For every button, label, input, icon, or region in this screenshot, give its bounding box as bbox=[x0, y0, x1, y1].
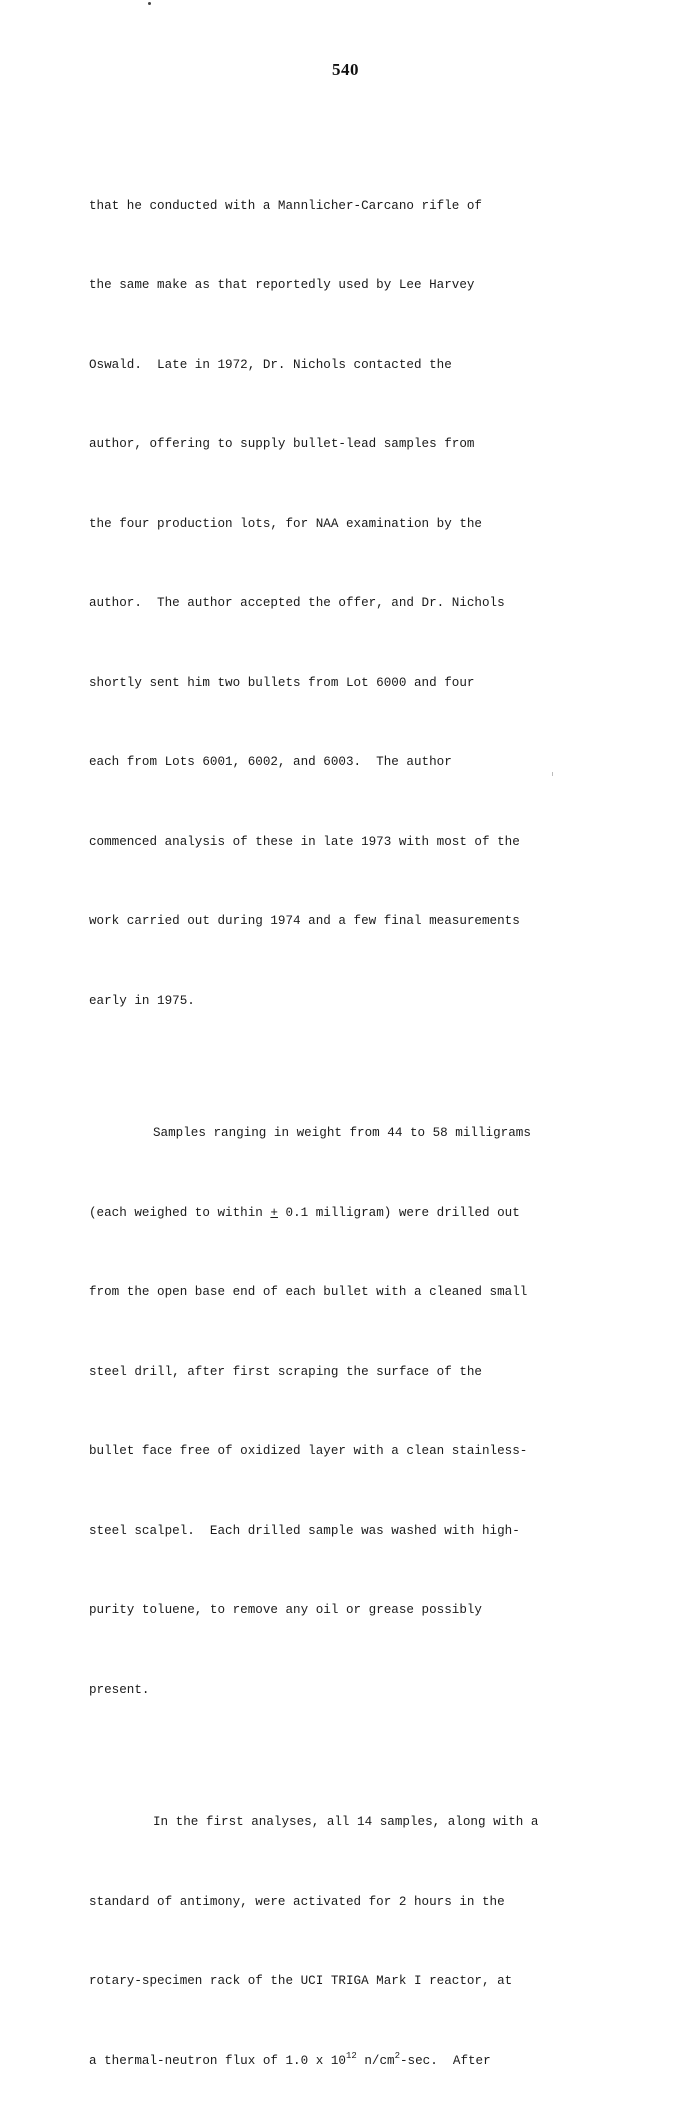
text-line: shortly sent him two bullets from Lot 6000 and four bbox=[89, 675, 475, 690]
exponent: 12 bbox=[345, 2050, 357, 2061]
text-line: author, offering to supply bullet-lead samples from bbox=[89, 437, 475, 451]
text-line: steel scalpel. Each drilled sample was washed with high- bbox=[89, 1523, 520, 1538]
text-line: commenced analysis of these in late 1973 with most of the bbox=[89, 834, 520, 849]
exponent: 2 bbox=[394, 2050, 400, 2061]
text-line: early in 1975. bbox=[89, 993, 195, 1008]
text-fragment: -sec. After bbox=[399, 2053, 491, 2068]
text-line: Oswald. Late in 1972, Dr. Nichols contacted the bbox=[89, 357, 452, 372]
scan-speck bbox=[148, 2, 151, 5]
text-line: the same make as that reportedly used by Lee Harvey bbox=[89, 278, 475, 292]
text-line: steel drill, after first scraping the surface of the bbox=[89, 1364, 482, 1379]
text-line: purity toluene, to remove any oil or grease possibly bbox=[89, 1603, 482, 1617]
text-fragment: 0.1 milligram) were drilled out bbox=[277, 1205, 520, 1220]
text-line: Samples ranging in weight from 44 to 58 milligrams bbox=[153, 1126, 531, 1140]
text-line bbox=[89, 1200, 569, 1227]
text-line: from the open base end of each bullet with a cleaned small bbox=[89, 1285, 528, 1299]
body-text bbox=[89, 113, 569, 2127]
text-line: that he conducted with a Mannlicher-Carcano rifle of bbox=[89, 198, 482, 213]
text-line: work carried out during 1974 and a few final measurements bbox=[89, 914, 520, 928]
text-fragment: (each weighed to within bbox=[89, 1205, 271, 1220]
text-line: author. The author accepted the offer, and Dr. Nichols bbox=[89, 596, 505, 610]
text-line: rotary-specimen rack of the UCI TRIGA Mark I reactor, at bbox=[89, 1974, 513, 1988]
text-line: each from Lots 6001, 6002, and 6003. The author bbox=[89, 755, 452, 769]
text-line bbox=[89, 2048, 569, 2075]
plus-minus-sign: + bbox=[270, 1205, 278, 1220]
text-line: In the first analyses, all 14 samples, along with a bbox=[153, 1815, 539, 1829]
text-line: the four production lots, for NAA examination by the bbox=[89, 516, 482, 531]
text-line: standard of antimony, were activated for 2 hours in the bbox=[89, 1894, 505, 1909]
text-line: present. bbox=[89, 1682, 150, 1697]
text-line: bullet face free of oxidized layer with a clean stainless- bbox=[89, 1444, 528, 1458]
text-fragment: a thermal-neutron flux of 1.0 x 10 bbox=[89, 2053, 346, 2068]
text-fragment: n/cm bbox=[356, 2053, 395, 2068]
page-number: 540 bbox=[332, 60, 359, 79]
